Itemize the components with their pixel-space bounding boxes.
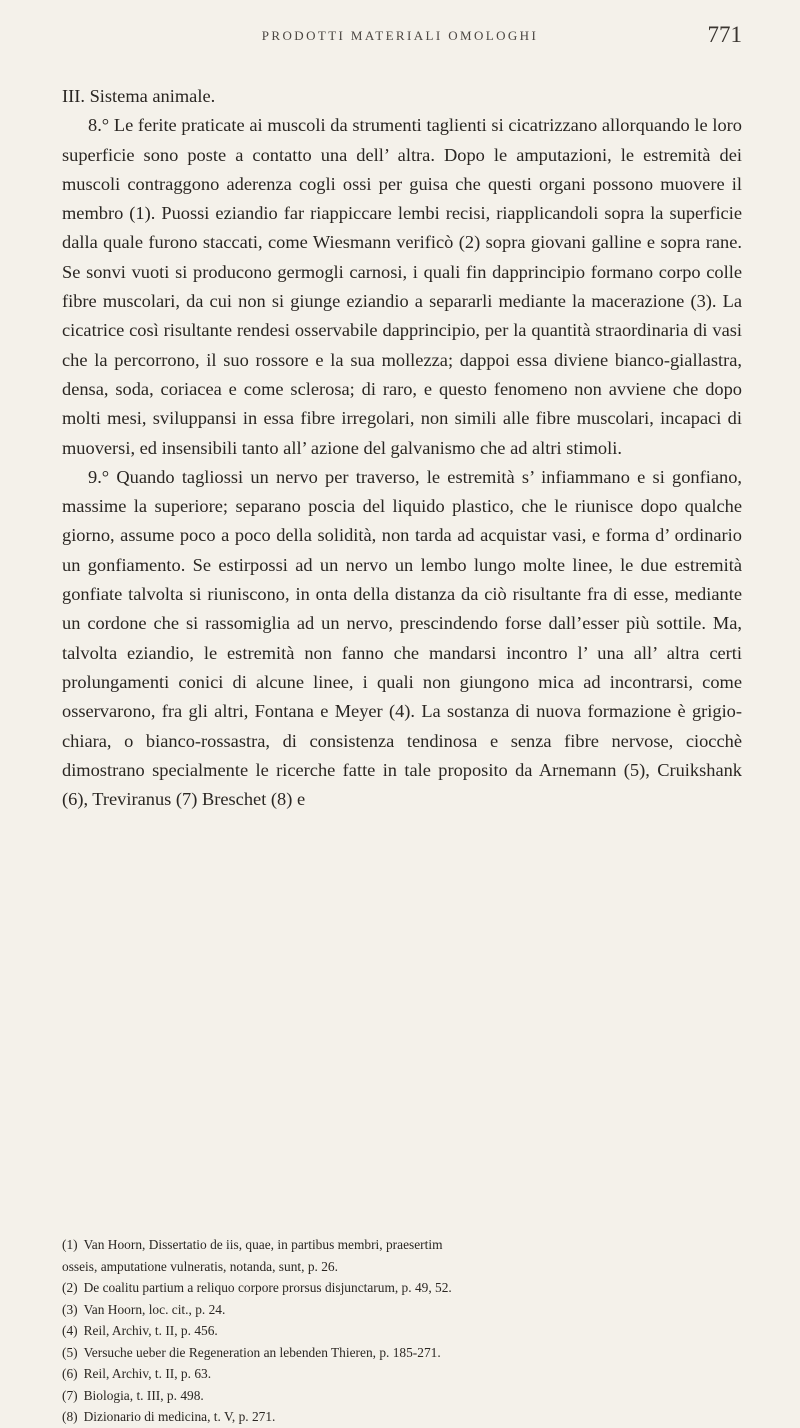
footnote-label: (4)	[62, 1323, 78, 1338]
running-title: PRODOTTI MATERIALI OMOLOGHI	[261, 28, 539, 43]
footnote-label: (7)	[62, 1387, 78, 1403]
footnote-5	[62, 1342, 748, 1364]
footnote-text: De coalitu partium a reliquo corpore prorsus disjunctarum, p. 49, 52.	[83, 1280, 452, 1295]
footnote-label: (3)	[62, 1301, 78, 1317]
body-text	[62, 82, 742, 814]
footnote-label: (8)	[62, 1409, 78, 1424]
footnote-text: Van Hoorn, loc. cit., p. 24.	[83, 1301, 226, 1317]
footnote-2	[62, 1277, 748, 1299]
footnote-label: (1)	[62, 1237, 78, 1252]
footnote-text: Dizionario di medicina, t. V, p. 271.	[83, 1409, 276, 1424]
footnote-1-continuation: osseis, amputatione vulneratis, notanda, sunt, p. 26.	[62, 1258, 338, 1274]
paragraph-8: 8.° Le ferite praticate ai muscoli da strumenti taglienti si cicatrizzano allorquando le loro superficie sono poste a contatto una dell’ altra. Dopo le amputazioni, le estremità dei muscoli contraggono aderenza cogli ossi per guisa che questi organi possono muovere il membro (1). Puossi eziandio far riappiccare lembi recisi, riapplicandoli sopra la superficie dalla quale furono staccati, come Wiesmann verificò (2) sopra giovani galline e sopra rane. Se sonvi vuoti si producono germogli carnosi, i quali fin dapprincipio formano corpo colle fibre muscolari, da cui non si giunge eziandio a separarli mediante la macerazione (3). La cicatrice così risultante rendesi osservabile dapprincipio, per la quantità straordinaria di vasi che la percorrono, il suo rossore e la sua mollezza; dappoi essa diviene bianco-giallastra, densa, soda, coriacea e come sclerosa; di raro, e questo fenomeno non avviene che dopo molti mesi, sviluppansi in essa fibre irregolari, non simili alle fibre muscolari, incapaci di muoversi, ed insensibili tanto all’ azione del galvanismo che ad altri stimoli.	[62, 115, 742, 458]
footnote-label: (6)	[62, 1366, 78, 1381]
footnote-6	[62, 1363, 748, 1385]
footnote-text: Van Hoorn, Dissertatio de iis, quae, in partibus membri, praesertim	[83, 1237, 443, 1252]
footnote-7	[62, 1385, 748, 1407]
footnote-label: (5)	[62, 1344, 78, 1360]
footnotes	[62, 1234, 748, 1428]
footnote-text: Biologia, t. III, p. 498.	[83, 1387, 204, 1403]
footnote-label: (2)	[62, 1280, 78, 1295]
footnote-text: Versuche ueber die Regeneration an lebenden Thieren, p. 185-271.	[83, 1344, 441, 1360]
footnote-1	[62, 1234, 748, 1256]
footnote-4	[62, 1320, 748, 1342]
paragraph-9: 9.° Quando tagliossi un nervo per traverso, le estremità s’ infiammano e si gonfiano, massime la superiore; separano poscia del liquido plastico, che le riunisce dopo qualche giorno, assume poco a poco della solidità, non tarda ad acquistar vasi, e forma d’ ordinario un gonfiamento. Se estirpossi ad un nervo un lembo lungo molte linee, le due estremità gonfiate talvolta si riuniscono, in onta della distanza da ciò risultante fra di esse, mediante un cordone che si rassomiglia ad un nervo, prescindendo forse dall’esser più sottile. Ma, talvolta eziandio, le estremità non fanno che mandarsi incontro l’ una all’ altra certi prolungamenti conici di alcune linee, i quali non giungono mica ad incontrarsi, come osservarono, fra gli altri, Fontana e Meyer (4). La sostanza di nuova formazione è grigio-chiara, o bianco-rossastra, di consistenza tendinosa e senza fibre nervose, ciocchè dimostrano specialmente le ricerche fatte in tale proposito da Arnemann (5), Cruikshank (6), Treviranus (7) Breschet (8) e	[62, 466, 742, 810]
footnote-text: Reil, Archiv, t. II, p. 456.	[83, 1323, 218, 1338]
section-heading: III. Sistema animale.	[62, 86, 216, 106]
footnote-text: Reil, Archiv, t. II, p. 63.	[83, 1366, 212, 1381]
footnote-8	[62, 1406, 748, 1428]
running-head	[0, 22, 800, 52]
footnote-3	[62, 1299, 748, 1321]
page-number: 771	[707, 22, 742, 47]
